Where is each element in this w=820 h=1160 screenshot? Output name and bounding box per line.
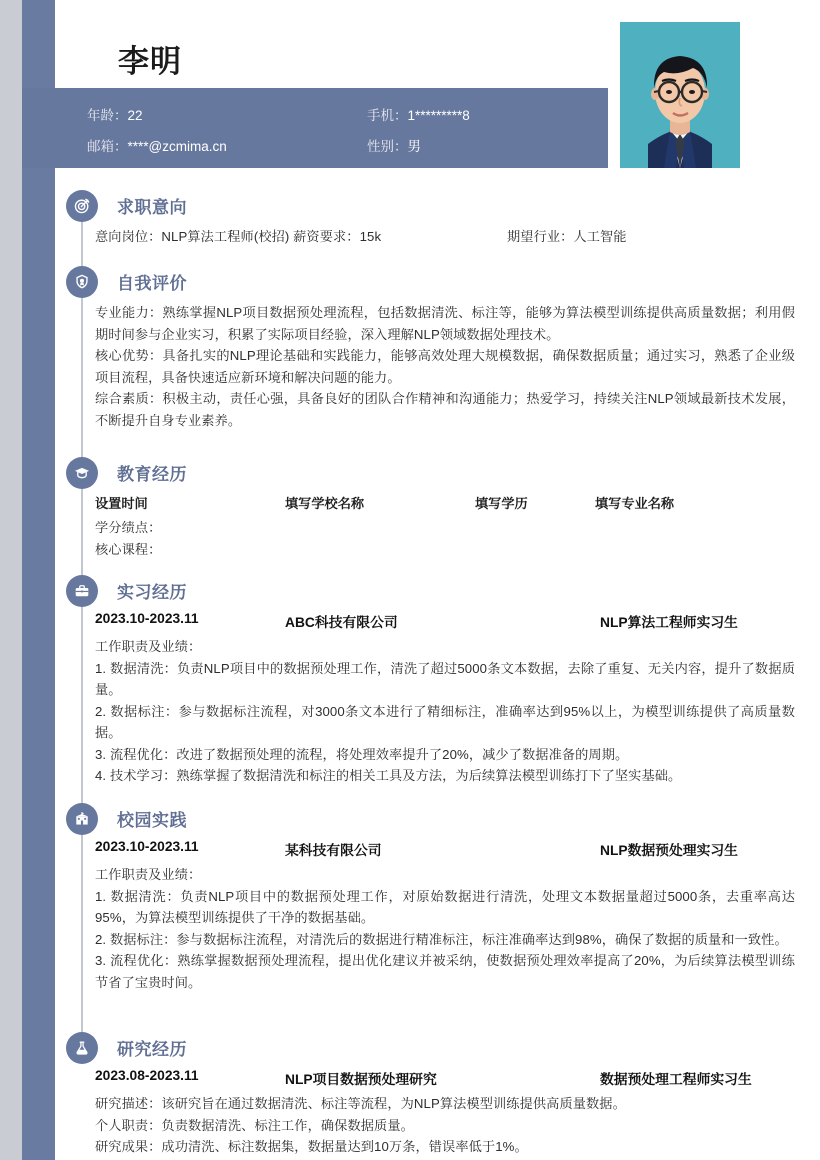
section-title: 求职意向: [117, 198, 187, 217]
self-eval-paragraph: 综合素质：积极主动，责任心强，具备良好的团队合作精神和沟通能力；热爱学习，持续关注NLP领域最新技术发展，不断提升自身专业素养。: [95, 391, 795, 428]
section-timeline: [81, 212, 83, 1058]
research-role: 数据预处理工程师实习生: [600, 1072, 752, 1087]
target-icon: [66, 190, 98, 222]
age-label: 年龄：: [87, 108, 128, 123]
phone-field: [367, 104, 470, 124]
section-title: 实习经历: [117, 583, 187, 602]
research-item: 研究描述：该研究旨在通过数据清洗、标注等流程，为NLP算法模型训练提供高质量数据。: [95, 1096, 626, 1111]
internship-body: [95, 611, 795, 787]
campus-company: 某科技有限公司: [285, 843, 382, 858]
gender-value: 男: [407, 139, 421, 154]
campus-practice-body: [95, 839, 795, 993]
section-title: 研究经历: [117, 1040, 187, 1059]
left-grey-strip: [0, 0, 22, 1160]
education-courses-field: 核心课程：: [95, 541, 162, 557]
campus-entry-header: [95, 839, 795, 864]
intent-position: 意向岗位：NLP算法工程师(校招) 薪资要求：15k: [95, 229, 382, 244]
internship-item: 2. 数据标注：参与数据标注流程，对3000条文本进行了精细标注，准确率达到95%以上，为模型训练提供了高质量数据。: [95, 703, 795, 740]
school-building-icon: [66, 803, 98, 835]
campus-item: 3. 流程优化：熟练掌握数据预处理流程，提出优化建议并被采纳，使数据预处理效率提高了20%，为后续算法模型训练节省了宝贵时间。: [95, 953, 795, 990]
self-evaluation-body: [95, 302, 795, 431]
gender-label: 性别：: [367, 139, 408, 154]
education-col-time: 设置时间: [95, 496, 148, 511]
research-topic: NLP项目数据预处理研究: [285, 1072, 437, 1087]
campus-date: 2023.10-2023.11: [95, 839, 199, 854]
email-value: ****@zcmima.cn: [127, 139, 227, 154]
email-field: [87, 135, 227, 155]
left-accent-strip: [22, 0, 55, 1160]
intent-industry: 期望行业：人工智能: [507, 229, 627, 244]
education-gpa-field: 学分绩点：: [95, 520, 162, 535]
research-entry-header: [95, 1068, 795, 1093]
campus-item: 2. 数据标注：参与数据标注流程，对清洗后的数据进行精准标注，标注准确率达到98%，确保了数据的质量和一致性。: [95, 931, 788, 947]
email-label: 邮箱：: [87, 139, 128, 154]
self-eval-paragraph: 专业能力：熟练掌握NLP项目数据预处理流程，包括数据清洗、标注等，能够为算法模型训练提供高质量数据；利用假期时间参与企业实习，积累了实际项目经验，深入理解NLP领域数据处理技术。: [95, 305, 795, 342]
internship-date: 2023.10-2023.11: [95, 611, 199, 626]
campus-subtitle: 工作职责及业绩：: [95, 867, 202, 882]
candidate-photo: [620, 22, 740, 168]
internship-entry-header: [95, 611, 795, 636]
education-col-school: 填写学校名称: [285, 496, 365, 511]
internship-company: ABC科技有限公司: [285, 615, 398, 630]
research-item: 研究成果：成功清洗、标注数据集，数据量达到10万条，错误率低于1%。: [95, 1139, 528, 1154]
internship-subtitle: 工作职责及业绩：: [95, 639, 202, 654]
section-title: 自我评价: [117, 274, 187, 293]
gender-field: [367, 135, 421, 155]
education-body: [95, 493, 795, 560]
age-value: 22: [127, 108, 143, 123]
section-title: 校园实践: [117, 811, 187, 830]
internship-item: 4. 技术学习：熟练掌握了数据清洗和标注的相关工具及方法，为后续算法模型训练打下了坚实基础。: [95, 768, 682, 783]
self-eval-paragraph: 核心优势：具备扎实的NLP理论基础和实践能力，能够高效处理大规模数据，确保数据质量；通过实习，熟悉了企业级项目流程，具备快速适应新环境和解决问题的能力。: [95, 348, 795, 385]
campus-item: 1. 数据清洗：负责NLP项目中的数据预处理工作，对原始数据进行清洗，处理文本数据量超过5000条，去重率高达95%，为算法模型训练提供了干净的数据基础。: [95, 888, 795, 925]
education-col-major: 填写专业名称: [595, 496, 675, 511]
research-date: 2023.08-2023.11: [95, 1068, 199, 1083]
internship-item: 1. 数据清洗：负责NLP项目中的数据预处理工作，清洗了超过5000条文本数据，去除了重复、无关内容，提升了数据质量。: [95, 660, 795, 697]
job-intent-body: [95, 226, 795, 248]
section-title: 教育经历: [117, 465, 187, 484]
campus-role: NLP数据预处理实习生: [600, 843, 738, 858]
job-intent-row: [95, 226, 795, 248]
contact-info-bar: [22, 88, 608, 168]
age-field: [87, 104, 143, 124]
education-table-header: [95, 493, 795, 517]
research-item: 个人职责：负责数据清洗、标注工作，确保数据质量。: [95, 1117, 414, 1133]
phone-value: 1*********8: [407, 108, 470, 123]
phone-label: 手机：: [367, 108, 408, 123]
research-body: [95, 1068, 795, 1158]
briefcase-icon: [66, 575, 98, 607]
award-icon: [66, 266, 98, 298]
flask-icon: [66, 1032, 98, 1064]
education-col-degree: 填写学历: [475, 496, 528, 511]
graduation-cap-icon: [66, 457, 98, 489]
internship-role: NLP算法工程师实习生: [600, 615, 738, 630]
internship-item: 3. 流程优化：改进了数据预处理的流程，将处理效率提升了20%，减少了数据准备的周期。: [95, 746, 629, 762]
candidate-name: 李明: [118, 44, 182, 79]
